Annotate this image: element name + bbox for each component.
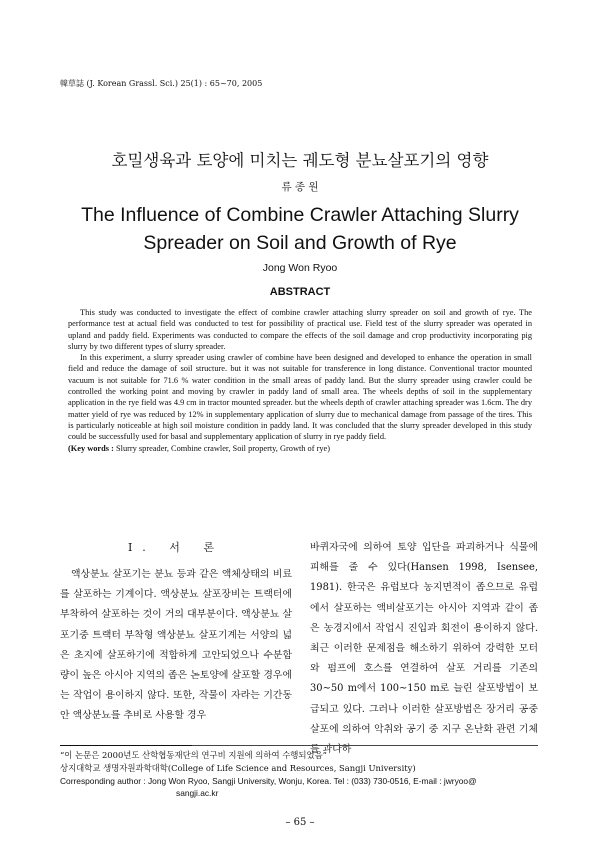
korean-title: 호밀생육과 토양에 미치는 궤도형 분뇨살포기의 영향 [111, 151, 489, 170]
abstract-paragraph-1: This study was conducted to investigate the effect of combine crawler attaching slurry spreader on soil and growth of rye. The performance test at actual field was conducted to test for possibility of practical use. Field test of the slurry spreader was operated in upland and paddy field. Experiments was conducted to compare the effects of the soil damage and crop productivity incorporating pig slurry by two different types of slurry spreader. [68, 308, 532, 351]
abstract-paragraph-2: In this experiment, a slurry spreader using crawler of combine have been designed and developed to enhance the operation in small field and reduce the damage of soil structure. but it was not suitable for transference in long distance. Conventional tractor mounted vacuum is not suitable for 71.6 % water condition in the small areas of paddy land. But the slurry spreader using crawler could be controlled the working point and moving by crawler in paddy land of small area. The wheels depths of soil in the supplementary application in the rye field was 4.9 cm in tractor mounted spreader. but the wheels depth of crawler attaching spreader was 1.6cm. The dry matter yield of rye was reduced by 12% in supplementary application of slurry due to mechanical damage from passage of the tires. This is particularly noticeable at high soil moisture condition in paddy land. It was concluded that the slurry spreader developed in this study could be successfully used for basal and supplementary application of slurry in rye paddy field. [68, 353, 532, 442]
section-heading-introduction: Ⅰ. 서 론 [127, 541, 225, 554]
footnote-email-continuation: sangji.ac.kr [176, 788, 219, 799]
footnote-rule-thin [192, 745, 538, 746]
abstract-heading: ABSTRACT [269, 286, 331, 298]
journal-citation: 韓草誌 (J. Korean Grassl. Sci.) 25(1) : 65~70, 2005 [60, 79, 263, 88]
footnote-corresponding-author: Corresponding author : Jong Won Ryoo, Sangji University, Wonju, Korea. Tel : (033) 730-0516, E-mail : jwryoo@ [60, 775, 477, 786]
english-title-line1: The Influence of Combine Crawler Attaching Slurry [81, 204, 519, 226]
english-author: Jong Won Ryoo [262, 262, 338, 274]
footnote-funding: “이 논문은 2000년도 산학협동재단의 연구비 지원에 의하여 수행되었음” [60, 750, 327, 760]
korean-author: 류 종 원 [281, 181, 319, 193]
footnotes [60, 749, 540, 800]
english-title [0, 201, 600, 257]
keywords-label: (Key words : [68, 443, 114, 453]
body-column-left [60, 538, 292, 727]
keywords [68, 443, 532, 454]
abstract-body [68, 307, 532, 454]
body-paragraph-right: 바퀴자국에 의하여 토양 입단을 파괴하거나 식물에 피해를 줄 수 있다(Hansen 1998, Isensee, 1981). 한국은 유럽보다 농지면적이 좁으므로 유럽에서 살포하는 액비살포기는 아시아 지역과 같이 좁은 농경지에서 작업시 진입과 회전이 용이하지 않다. 최근 이러한 문제점을 해소하기 위하여 강력한 모터와 펌프에 호스를 연결하여 살포 거리를 기존의 30∼50 m에서 100∼150 m로 늘린 살포방법이 보급되고 있다. 그러나 이러한 살포방법은 장거리 공중살포에 의하여 악취와 공기 중 지구 온난화 관련 기체를 과다하 [310, 542, 538, 756]
english-title-line2: Spreader on Soil and Growth of Rye [143, 232, 457, 254]
body-column-right [310, 538, 538, 760]
footnote-affiliation: 상지대학교 생명자원과학대학(College of Life Science and Resources, Sangji University) [60, 762, 416, 773]
page-number: – 65 – [285, 817, 315, 828]
body-paragraph-left: 액상분뇨 살포기는 분뇨 등과 같은 액체상태의 비료를 살포하는 기계이다. 액상분뇨 살포장비는 트랙터에 부착하여 살포하는 것이 거의 대부분이다. 액상분뇨 살포기중 트랙터 부착형 액상분뇨 살포기계는 서양의 넓은 초지에 살포하기에 적합하게 고안되었으나 수분함량이 높은 아시아 지역의 좁은 논토양에 살포할 경우에는 작업이 용이하지 않다. 또한, 작물이 자라는 기간동안 액상분뇨를 추비로 사용할 경우 [60, 569, 292, 722]
keywords-list: Slurry spreader, Combine crawler, Soil property, Growth of rye) [115, 443, 331, 453]
footnote-rule [60, 745, 192, 746]
